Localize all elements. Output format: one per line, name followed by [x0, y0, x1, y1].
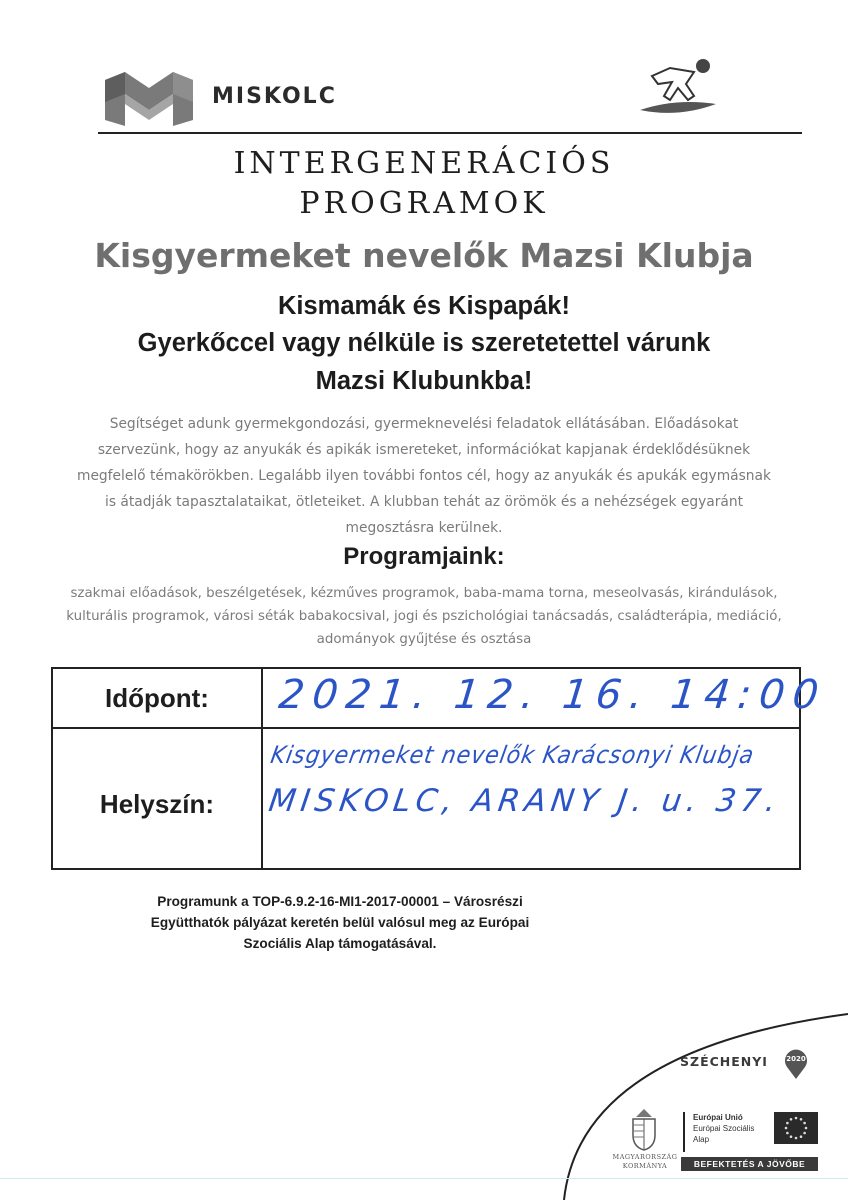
gov-line1: MAGYARORSZÁG: [612, 1153, 678, 1161]
club-title: Kisgyermeket nevelők Mazsi Klubja: [94, 236, 754, 275]
page-bottom-line: [0, 1178, 848, 1179]
government-label: [600, 1153, 690, 1171]
hungarian-crest-icon: [628, 1107, 660, 1151]
szechenyi-year: 2020: [786, 1055, 806, 1063]
szechenyi-text: SZÉCHENYI: [680, 1054, 768, 1069]
greeting-line3: Mazsi Klubunkba!: [315, 367, 533, 395]
snowboarder-icon: [632, 54, 722, 120]
club-description: Segítséget adunk gyermekgondozási, gyermeknevelési feladatok ellátásában. Előadásokat szervezünk, hogy az anyukák és apikák ismereteket, információkat kapjanak érdeklődésüknek megfelelő témakörökben. Legalább ilyen további fontos cél, hogy az anyukák és apukák egymásnak is átadják tapasztalataikat, ötleteiket. A klubban tehát az örömök és a nehézségek egyaránt megosztásra kerülnek.: [77, 416, 771, 536]
szechenyi-pin-icon: [783, 1049, 809, 1079]
eu-line3: Alap: [693, 1135, 710, 1144]
logo-text: MISKOLC: [212, 84, 337, 109]
eu-line2: Európai Szociális: [693, 1124, 755, 1133]
program-title-line2: PROGRAMOK: [299, 186, 549, 221]
event-info-table: [51, 667, 829, 870]
greeting-line2: Gyerkőccel vagy nélküle is szeretetettel várunk: [137, 329, 711, 357]
greeting-line1: Kismamák és Kispapák!: [278, 292, 570, 320]
place-value-line1-handwritten: Kisgyermeket nevelők Karácsonyi Klubja: [268, 741, 757, 769]
eu-flag-icon: [774, 1112, 818, 1144]
programs-list: szakmai előadások, beszélgetések, kézműves programok, baba-mama torna, meseolvasás, kirándulások, kulturális programok, városi séták babakocsival, jogi és pszichológiai tanácsadás, családterápia, mediáció, adományok gyűjtése és osztása: [66, 586, 782, 647]
funding-note: [60, 891, 620, 954]
eu-text: [693, 1112, 754, 1145]
header-divider: [98, 132, 802, 134]
funding-line3: Szociális Alap támogatásával.: [243, 936, 437, 951]
funding-line1: Programunk a TOP-6.9.2-16-MI1-2017-00001 – Városrészi: [157, 894, 523, 909]
table-column-divider: [261, 669, 263, 868]
time-value-handwritten: 2021. 12. 16. 14:00: [276, 672, 829, 718]
table-row-divider: [53, 727, 799, 729]
place-value-line2-handwritten: MISKOLC, ARANY J. u. 37.: [266, 783, 784, 819]
eu-logo-block: [683, 1112, 820, 1152]
miskolc-logo-icon: [103, 70, 195, 126]
time-label: Időpont:: [105, 683, 209, 713]
corner-arc-decoration: [560, 1010, 848, 1200]
eu-line1: Európai Unió: [693, 1113, 743, 1122]
gov-line2: KORMÁNYA: [622, 1162, 668, 1170]
place-label: Helyszín:: [99, 789, 215, 819]
funding-line2: Együtthatók pályázat keretén belül valósul meg az Európai: [150, 915, 530, 930]
programs-heading: Programjaink:: [343, 543, 505, 570]
program-title-line1: INTERGENERÁCIÓS: [233, 146, 615, 181]
investment-banner: BEFEKTETÉS A JÖVŐBE: [681, 1157, 818, 1171]
